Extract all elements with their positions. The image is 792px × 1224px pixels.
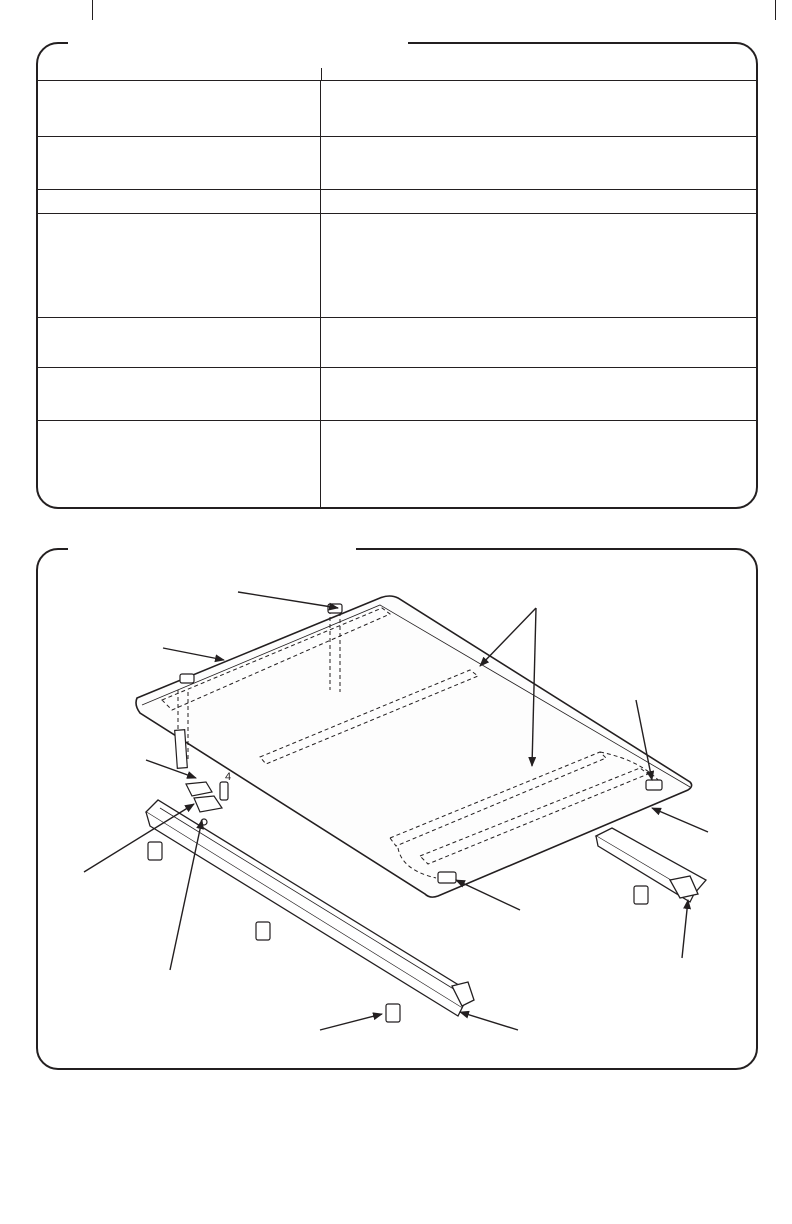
- right-side-rail: [596, 828, 706, 902]
- small-label: 4: [225, 771, 232, 783]
